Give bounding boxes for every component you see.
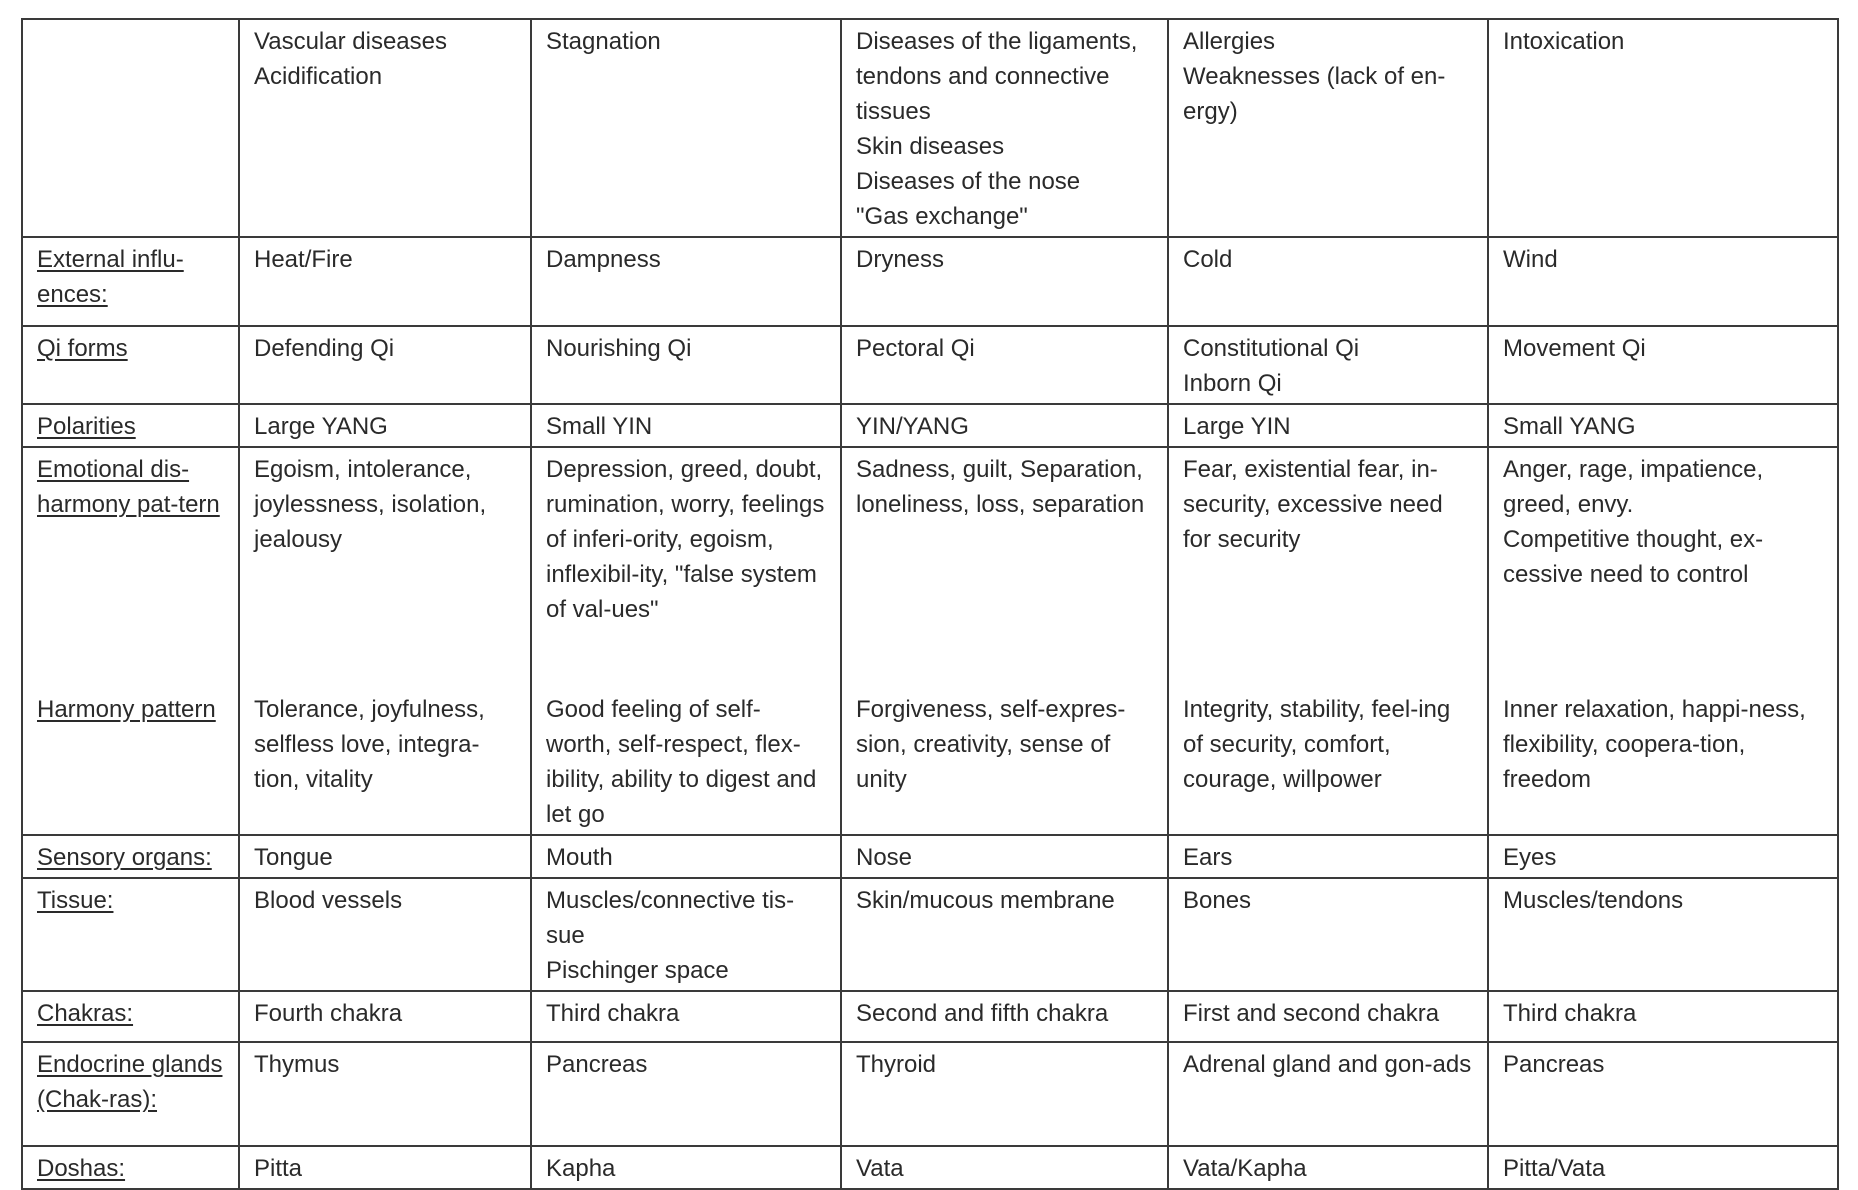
table-cell: Anger, rage, impatience, greed, envy. Competitive thought, ex-cessive need to control Inner relaxation, happi-ness, flexibility, coopera-tion, freedom: [1488, 447, 1838, 835]
table-cell: Second and fifth chakra: [841, 991, 1168, 1042]
table-row-sensory-organs: [22, 835, 1838, 878]
table-cell: YIN/YANG: [841, 404, 1168, 447]
table-cell: Muscles/tendons: [1488, 878, 1838, 991]
table-cell: Pitta: [239, 1146, 531, 1189]
table-cell: Nourishing Qi: [531, 326, 841, 404]
table-cell: First and second chakra: [1168, 991, 1488, 1042]
table-cell: Tongue: [239, 835, 531, 878]
header-corner-cell: [22, 19, 239, 237]
table-cell: Thyroid: [841, 1042, 1168, 1146]
row-label: Polarities: [22, 404, 239, 447]
table-cell: Heat/Fire: [239, 237, 531, 326]
table-cell: Constitutional Qi Inborn Qi: [1168, 326, 1488, 404]
table-cell: Muscles/connective tis-sue Pischinger space: [531, 878, 841, 991]
table-cell: Ears: [1168, 835, 1488, 878]
table-cell: Depression, greed, doubt, rumination, worry, feelings of inferi-ority, egoism, inflexibil-ity, "false system of val-ues" Good feeling of self-worth, self-respect, flex-ibility, ability to digest and let go: [531, 447, 841, 835]
table-cell: Pitta/Vata: [1488, 1146, 1838, 1189]
emotional-label: Emotional dis-harmony pat-tern: [37, 456, 220, 518]
document-page: [21, 18, 1837, 1182]
row-label: Endocrine glands (Chak-ras):: [22, 1042, 239, 1146]
row-label: Sensory organs:: [22, 835, 239, 878]
table-cell: Movement Qi: [1488, 326, 1838, 404]
table-cell: Large YANG: [239, 404, 531, 447]
row-label: Tissue:: [22, 878, 239, 991]
table-row-chakras: [22, 991, 1838, 1042]
row-label: [22, 447, 239, 835]
table-cell: Kapha: [531, 1146, 841, 1189]
table-row-endocrine-glands: [22, 1042, 1838, 1146]
table-row-doshas: [22, 1146, 1838, 1189]
table-cell: Small YANG: [1488, 404, 1838, 447]
table-cell: Large YIN: [1168, 404, 1488, 447]
row-label: Chakras:: [22, 991, 239, 1042]
header-row: [22, 19, 1838, 237]
row-label: Qi forms: [22, 326, 239, 404]
table-cell: Pectoral Qi: [841, 326, 1168, 404]
table-cell: Fear, existential fear, in-security, excessive need for security Integrity, stability, feel-ing of security, comfort, courage, willpower: [1168, 447, 1488, 835]
table-row-tissue: [22, 878, 1838, 991]
table-cell: Bones: [1168, 878, 1488, 991]
table-cell: Pancreas: [1488, 1042, 1838, 1146]
harmony-label: Harmony pattern: [37, 696, 216, 723]
table-row-emotional-harmony: [22, 447, 1838, 835]
header-cell: Allergies Weaknesses (lack of en-ergy): [1168, 19, 1488, 237]
table-cell: Vata/Kapha: [1168, 1146, 1488, 1189]
table-cell: Small YIN: [531, 404, 841, 447]
table-cell: Cold: [1168, 237, 1488, 326]
table-row-external-influences: [22, 237, 1838, 326]
table-cell: Thymus: [239, 1042, 531, 1146]
table-cell: Mouth: [531, 835, 841, 878]
table-cell: Third chakra: [1488, 991, 1838, 1042]
table-cell: Wind: [1488, 237, 1838, 326]
table-cell: Dryness: [841, 237, 1168, 326]
header-cell: Vascular diseases Acidification: [239, 19, 531, 237]
table-cell: Vata: [841, 1146, 1168, 1189]
header-cell: Diseases of the ligaments, tendons and connective tissues Skin diseases Diseases of the nose "Gas exchange": [841, 19, 1168, 237]
table-cell: Pancreas: [531, 1042, 841, 1146]
table-row-polarities: [22, 404, 1838, 447]
correspondence-table: [21, 18, 1839, 1190]
table-cell: Dampness: [531, 237, 841, 326]
table-cell: Defending Qi: [239, 326, 531, 404]
header-cell: Stagnation: [531, 19, 841, 237]
table-cell: Eyes: [1488, 835, 1838, 878]
row-label: External influ-ences:: [22, 237, 239, 326]
table-cell: Sadness, guilt, Separation, loneliness, loss, separation Forgiveness, self-expres-sion, creativity, sense of unity: [841, 447, 1168, 835]
table-cell: Egoism, intolerance, joylessness, isolation, jealousy Tolerance, joyfulness, selfless love, integra-tion, vitality: [239, 447, 531, 835]
table-cell: Skin/mucous membrane: [841, 878, 1168, 991]
table-cell: Third chakra: [531, 991, 841, 1042]
header-cell: Intoxication: [1488, 19, 1838, 237]
table-cell: Fourth chakra: [239, 991, 531, 1042]
table-cell: Nose: [841, 835, 1168, 878]
row-label: Doshas:: [22, 1146, 239, 1189]
table-cell: Blood vessels: [239, 878, 531, 991]
table-row-qi-forms: [22, 326, 1838, 404]
table-cell: Adrenal gland and gon-ads: [1168, 1042, 1488, 1146]
